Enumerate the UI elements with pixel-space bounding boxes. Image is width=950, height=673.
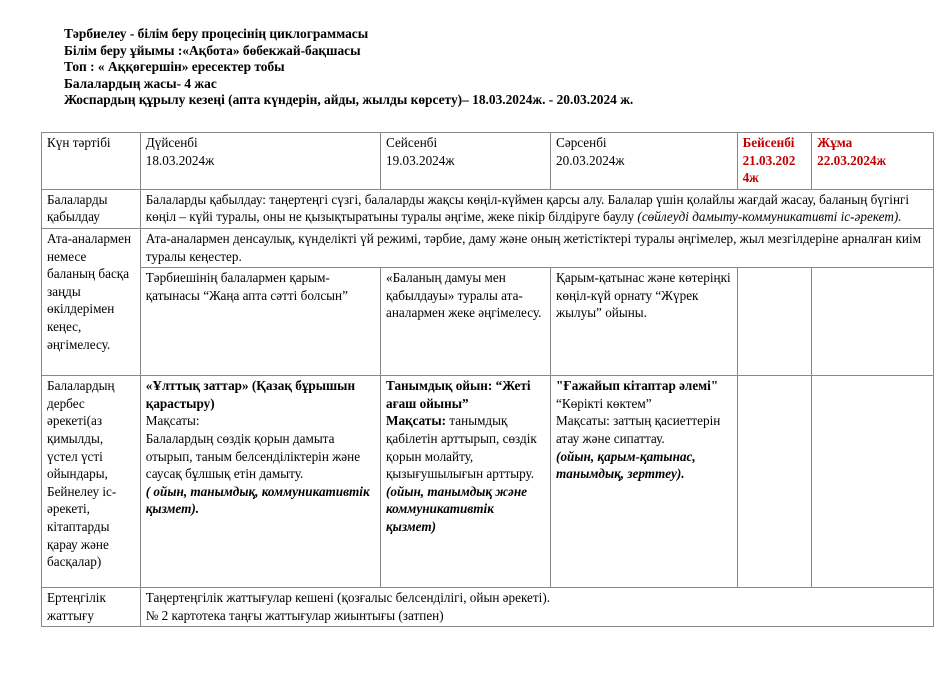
activity-tuesday-title: Танымдық ойын: “Жеті ағаш ойыны” [386, 378, 531, 411]
day-date: 19.03.2024ж [386, 152, 455, 168]
parents-row-general [42, 228, 934, 267]
activity-monday [140, 376, 380, 588]
parents-thursday [737, 268, 812, 376]
day-name: Дүйсенбі [145, 135, 198, 150]
activity-tuesday-goal: танымдық қабілетін арттырып, сөздік қорын молайту, қызығушылығын арттыру. [386, 413, 537, 482]
parents-monday: Тәрбиешінің балалармен қарым-қатынасы “Жаңа апта сәтті болсын” [140, 268, 380, 376]
header-organization: Білім беру ұйымы :«Ақбота» бөбекжай-бақшасы [64, 42, 361, 58]
day-date: 21.03.202 4ж [742, 152, 796, 186]
day-name: Сәрсенбі [556, 135, 607, 150]
document-header [64, 26, 934, 109]
parents-label: Ата-аналармен немесе баланың басқа заңды өкілдерімен кеңес, әңгімелесу. [42, 228, 141, 375]
day-header-monday [140, 133, 380, 190]
header-title: Тәрбиелеу - білім беру процесінің циклограммасы [64, 26, 369, 41]
header-period: Жоспардың құрылу кезеңі (апта күндерін, айды, жылды көрсету)– 18.03.2024ж. - 20.03.2024 ж. [64, 92, 634, 108]
activity-tuesday [381, 376, 551, 588]
reception-text: Балаларды қабылдау: таңертеңгі сүзгі, балаларды жақсы көңіл-күймен қарсы алу. Балалар үшін қолайлы жағдай жасау, баланың бүгінгі көңіл – күйі туралы, оны не қызықтыратыны туралы әңгіме, жеке пікір білдіруге баулу [145, 191, 910, 225]
day-name: Жұма [817, 135, 853, 150]
day-header-friday [812, 133, 934, 190]
activity-wednesday [551, 376, 738, 588]
activity-label: Балалардың дербес әрекеті(аз қимылды, үстел үсті ойындары, Бейнелеу іс-әрекеті, кітаптарды қарау және басқалар) [42, 376, 141, 588]
day-name: Бейсенбі [742, 135, 795, 150]
activity-tuesday-goal-label: Мақсаты: [386, 413, 447, 429]
corner-cell: Күн тәртібі [42, 133, 141, 190]
exercise-line-1: Таңертеңгілік жаттығулар кешені (қозғалыс белсенділігі, ойын әрекеті). [145, 590, 551, 606]
exercise-line-2: № 2 картотека таңғы жаттығулар жиынтығы (затпен) [145, 607, 444, 623]
header-group: Топ : « Аққөгершін» ересектер тобы [64, 59, 285, 75]
parents-general: Ата-аналармен денсаулық, күнделікті үй режимі, тәрбие, даму және оның жетістіктері туралы әңгімелер, жыл мезгілдеріне арналған киім туралы кеңестер. [140, 228, 933, 267]
activity-monday-goal-label: Мақсаты: [145, 413, 200, 429]
day-header-wednesday [551, 133, 738, 190]
reception-label: Балаларды қабылдау [42, 189, 141, 228]
parents-row-days [42, 268, 934, 376]
cyclogram-table [41, 132, 934, 627]
day-name: Сейсенбі [386, 135, 438, 150]
day-header-tuesday [381, 133, 551, 190]
activity-monday-goal: Балалардың сөздік қорын дамыта отырып, таным белсенділіктерін және саусақ бұлшық етін дамыту. [145, 430, 361, 482]
parents-wednesday: Қарым-қатынас және көтеріңкі көңіл-күй орнату “Жүрек жылуы” ойыны. [551, 268, 738, 376]
day-date: 22.03.2024ж [817, 152, 887, 168]
reception-note: (сөйлеуді дамыту-коммуникативті іс-әрекет). [637, 209, 902, 225]
activity-monday-note: ( ойын, танымдық, коммуникативтік қызмет). [145, 483, 370, 517]
activity-tuesday-note: (ойын, танымдық және коммуникативтік қызмет) [386, 483, 527, 534]
activity-wednesday-goal: Мақсаты: заттың қасиеттерін атау және сипаттау. [556, 413, 721, 446]
activity-wednesday-title: "Ғажайып кітаптар әлемі" [556, 378, 719, 394]
reception-text-cell [140, 189, 933, 228]
header-age: Балалардың жасы- 4 жас [64, 75, 217, 91]
exercise-text-cell [140, 588, 933, 627]
parents-friday [812, 268, 934, 376]
activity-wednesday-note: (ойын, қарым-қатынас, танымдық, зерттеу). [556, 448, 696, 482]
activity-thursday [737, 376, 812, 588]
activity-friday [812, 376, 934, 588]
day-header-thursday [737, 133, 812, 190]
day-date: 20.03.2024ж [556, 152, 625, 168]
day-date: 18.03.2024ж [145, 152, 215, 168]
exercise-row [42, 588, 934, 627]
table-header-row [42, 133, 934, 190]
activity-wednesday-subtitle: “Көрікті көктем” [556, 395, 652, 411]
activity-row [42, 376, 934, 588]
activity-monday-title: «Ұлттық заттар» (Қазақ бұрышын қарастыру) [145, 378, 356, 411]
parents-tuesday: «Баланың дамуы мен қабылдауы» туралы ата-аналармен жеке әңгімелесу. [381, 268, 551, 376]
exercise-label: Ертеңгілік жаттығу [42, 588, 141, 627]
reception-row [42, 189, 934, 228]
